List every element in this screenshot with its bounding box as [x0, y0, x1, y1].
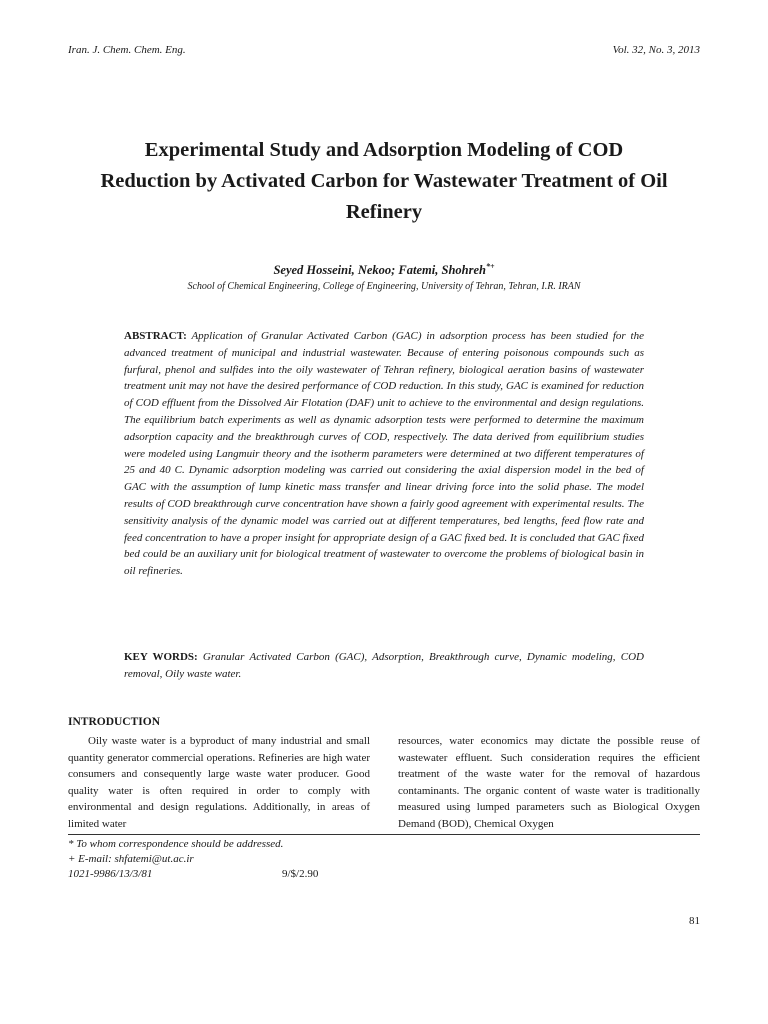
- paper-title: Experimental Study and Adsorption Modeling of COD Reduction by Activated Carbon for Wastewater Treatment of Oil Refinery: [100, 139, 668, 223]
- footnote-email: + E-mail: shfatemi@ut.ac.ir: [68, 853, 194, 865]
- footnote-correspondence: * To whom correspondence should be addressed.: [68, 838, 284, 850]
- footnote-divider: [68, 834, 700, 835]
- footnote-code: 1021-9986/13/3/81: [68, 868, 153, 880]
- intro-left-column: Oily waste water is a byproduct of many industrial and small quantity generator commercial operations. Refineries are high water consumers and consequently large waste water producer. Good quality water is often required in order to comply with environmental and design regulations. Additionally, in areas of limited water: [68, 735, 370, 830]
- introduction-heading: INTRODUCTION: [68, 716, 161, 728]
- authors-names: Seyed Hosseini, Nekoo; Fatemi, Shohreh: [273, 263, 486, 278]
- affiliation: School of Chemical Engineering, College of Engineering, University of Tehran, Tehran, I.R. IRAN: [187, 281, 581, 292]
- intro-right-column: resources, water economics may dictate the possible reuse of wastewater effluent. Such consideration requires the efficient treatment of the waste water for the removal of hazardous contaminants. The organic content of waste water is traditionally measured using lumped parameters such as Biological Oxygen Demand (BOD), Chemical Oxygen: [398, 735, 700, 830]
- authors-line: [100, 262, 668, 278]
- author-mark: *+: [485, 262, 495, 271]
- journal-name: Iran. J. Chem. Chem. Eng.: [68, 44, 186, 56]
- footnote-price: 9/$/2.90: [282, 868, 319, 880]
- keywords-block: [124, 649, 644, 683]
- keywords-label: KEY WORDS:: [124, 651, 198, 663]
- page-number: 81: [689, 915, 700, 927]
- abstract-block: [124, 328, 644, 580]
- volume-info: Vol. 32, No. 3, 2013: [612, 44, 700, 56]
- abstract-label: ABSTRACT:: [124, 330, 187, 342]
- keywords-text: Granular Activated Carbon (GAC), Adsorption, Breakthrough curve, Dynamic modeling, COD removal, Oily waste water.: [124, 651, 644, 680]
- abstract-text: Application of Granular Activated Carbon (GAC) in adsorption process has been studied for the advanced treatment of municipal and industrial wastewater. Because of entering poisonous compounds such as furfural, phenol and sulfides into the oily wastewater of Tehran refinery, biological aeration basins of wastewater treatment unit may not have the desired performance of COD reduction. In this study, GAC is examined for reduction of COD effluent from the Dissolved Air Flotation (DAF) unit to achieve to the environmental and design regulations. The equilibrium batch experiments as well as dynamic adsorption tests were performed to determine the maximum adsorption capacity and the breakthrough curves of COD, respectively. The data derived from equilibrium studies were modeled using Langmuir theory and the isotherm parameters were determined at two different temperatures of 25 and 40 C. Dynamic adsorption modeling was carried out considering the axial dispersion model in the bed of GAC with the assumption of lump kinetic mass transfer and linear driving force into the solid phase. The model results of COD breakthrough curve concentration have shown a fairly good agreement with experimental results. The sensitivity analysis of the dynamic model was carried out at different temperatures, bed lengths, feed flow rate and feed concentration to have a proper insight for appropriate design of a GAC fixed bed. It is concluded that GAC fixed bed could be an auxiliary unit for biological treatment of wastewater to overcome the problems of biological basin in oil refineries.: [124, 330, 644, 578]
